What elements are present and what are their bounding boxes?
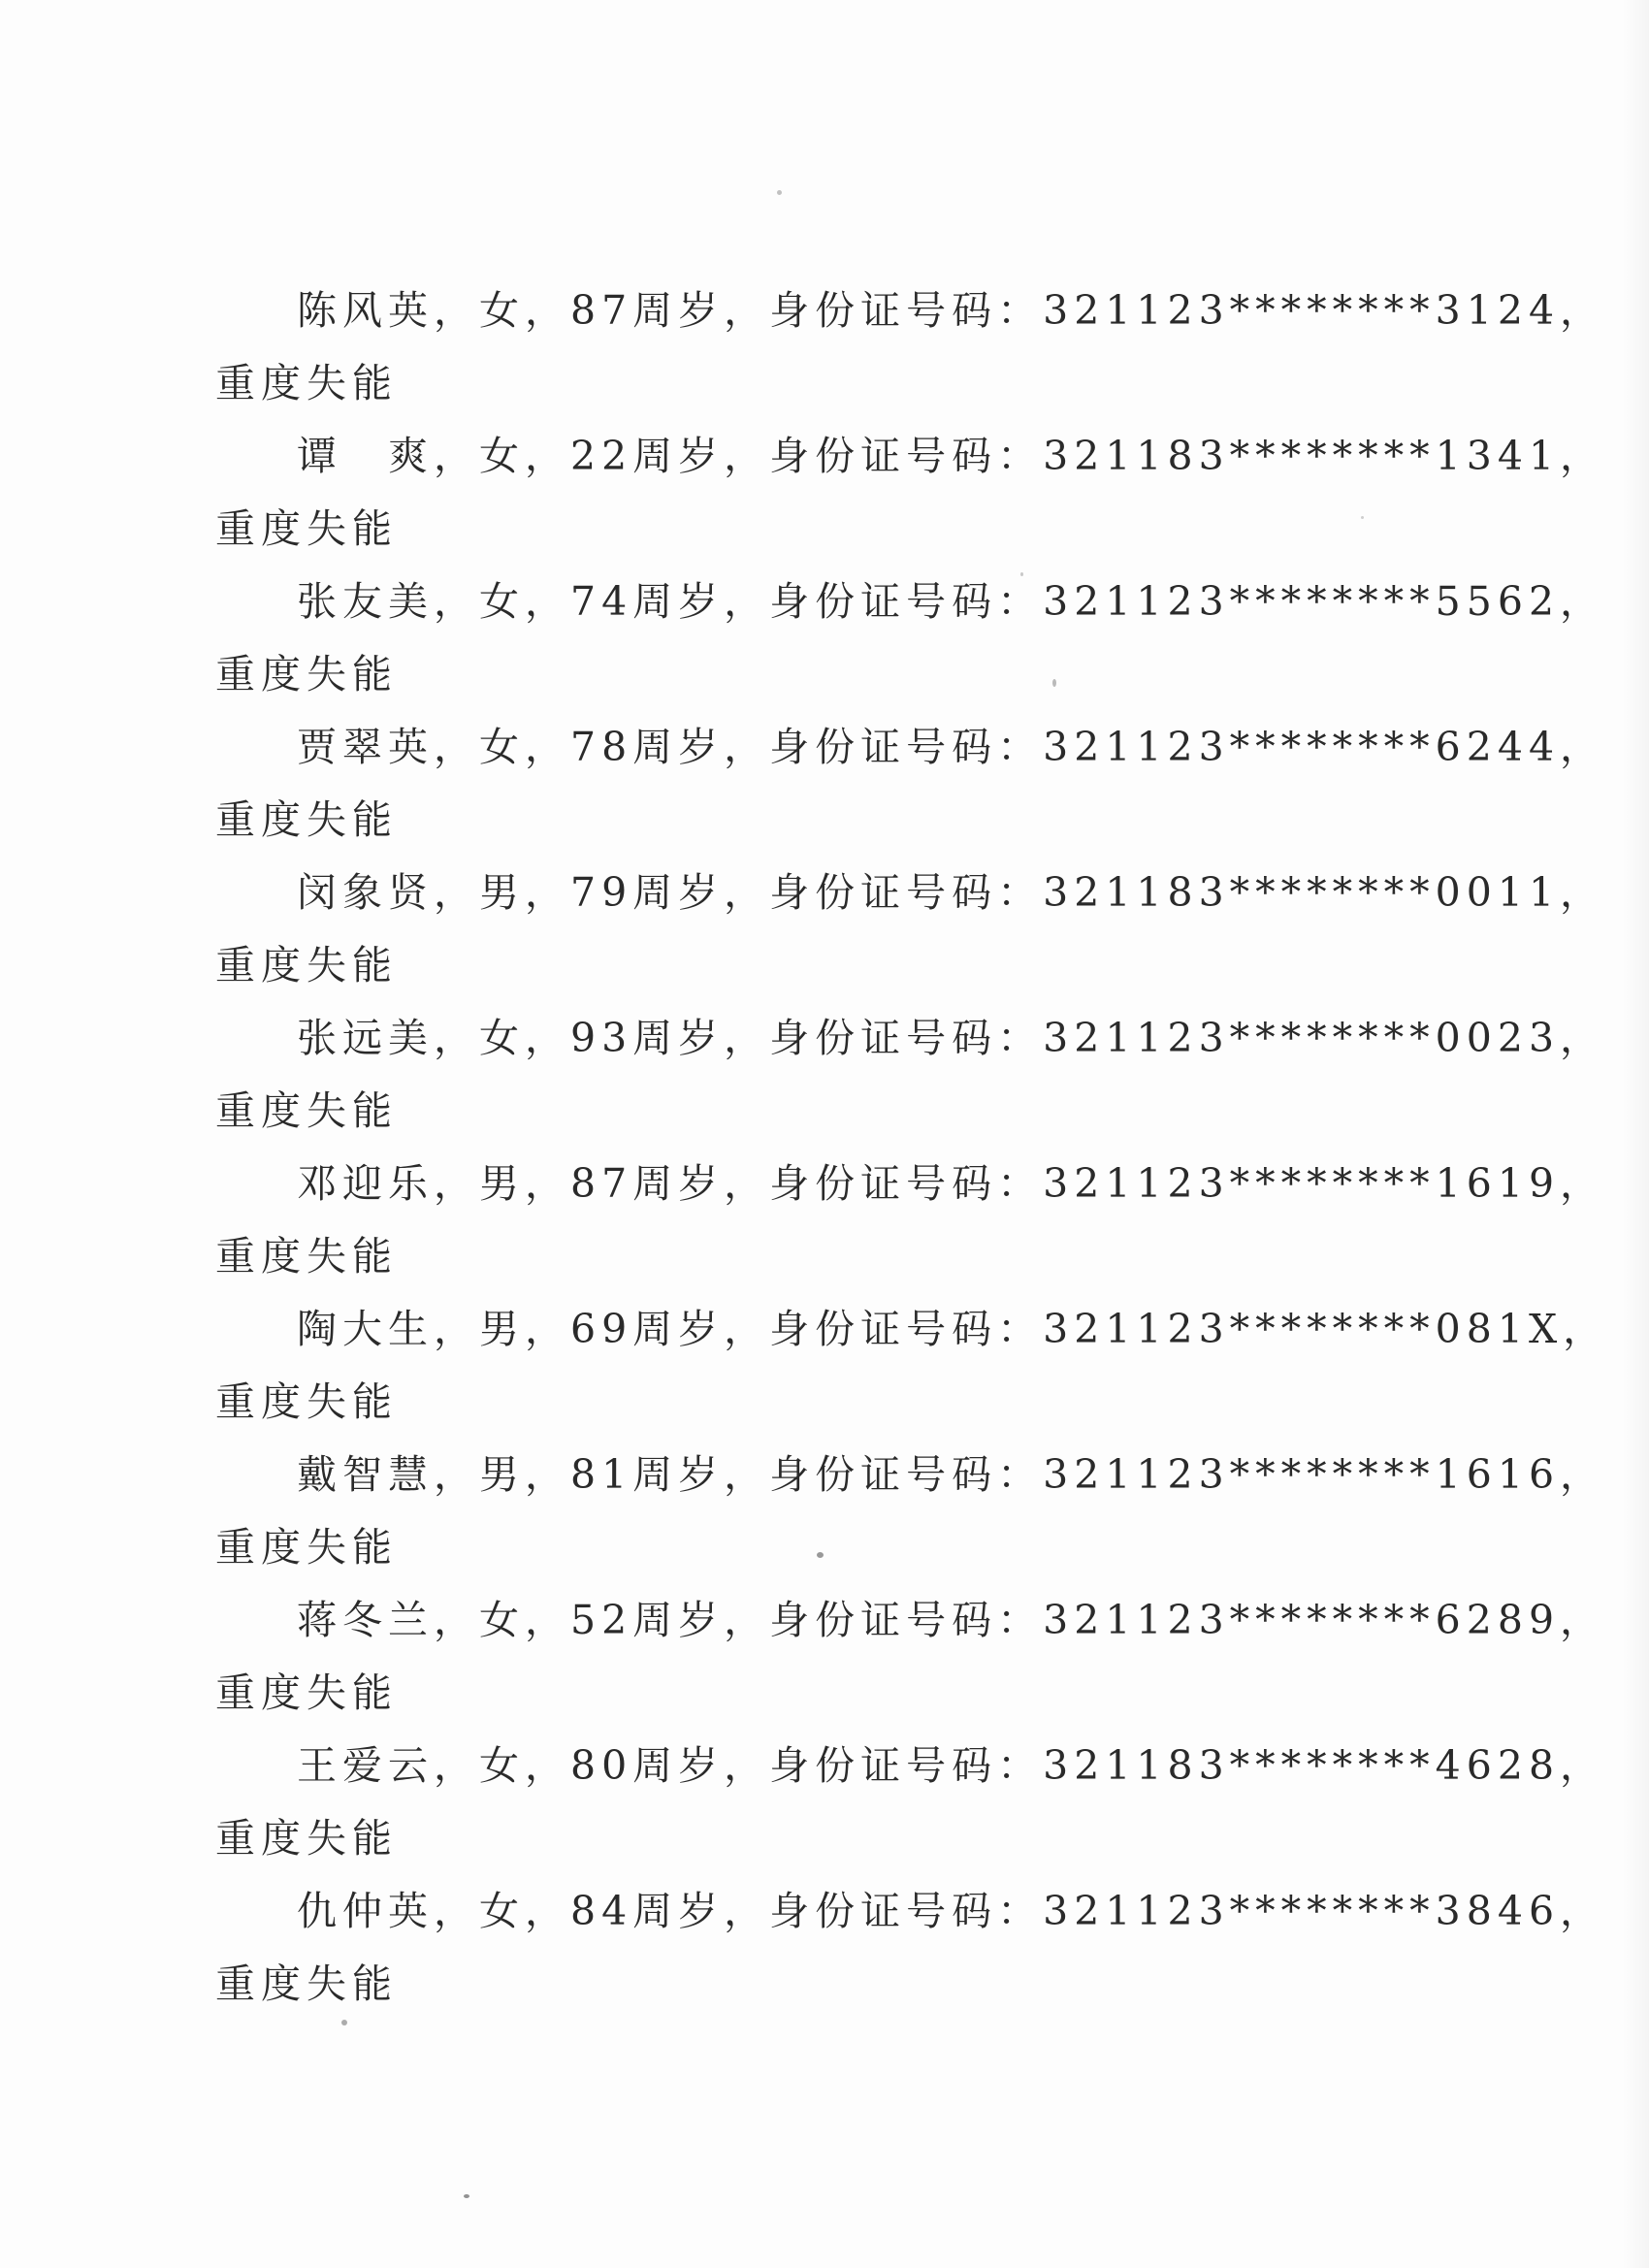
age: 84 (570, 1888, 633, 1934)
id-number: 321123********5562 (1043, 578, 1561, 625)
id-number: 321123********0023 (1043, 1015, 1561, 1061)
age: 52 (570, 1597, 633, 1643)
age-unit: 周岁 (632, 1742, 725, 1789)
age: 87 (570, 287, 633, 334)
id-label: 身份证号码： (769, 1306, 1044, 1352)
person-name: 张远美 (297, 1015, 434, 1061)
person-name: 邓迎乐 (297, 1160, 434, 1207)
age: 87 (570, 1160, 633, 1207)
id-label: 身份证号码： (769, 1597, 1044, 1643)
person-name: 闵象贤 (297, 869, 434, 916)
id-number: 321183********4628 (1043, 1742, 1561, 1789)
scan-speck (464, 2194, 469, 2198)
gender: 男 (479, 869, 525, 916)
record-line: 谭 爽，女，22周岁，身份证号码：321183********1341， (297, 433, 1606, 479)
id-label: 身份证号码： (769, 724, 1044, 770)
disability-status: 重度失能 (215, 651, 398, 697)
id-number: 321123********3124 (1043, 287, 1561, 334)
person-name: 张友美 (297, 578, 434, 625)
disability-status: 重度失能 (215, 942, 398, 988)
disability-status: 重度失能 (215, 505, 398, 552)
age: 74 (570, 578, 633, 625)
id-label: 身份证号码： (769, 1451, 1044, 1498)
disability-status: 重度失能 (215, 1669, 398, 1716)
age: 22 (570, 433, 633, 479)
person-name: 戴智慧 (297, 1451, 434, 1498)
age-unit: 周岁 (632, 1597, 725, 1643)
disability-status: 重度失能 (215, 1815, 398, 1862)
gender: 女 (479, 578, 525, 625)
record-line: 戴智慧，男，81周岁，身份证号码：321123********1616， (297, 1451, 1606, 1498)
id-label: 身份证号码： (769, 1160, 1044, 1207)
disability-status: 重度失能 (215, 1233, 398, 1280)
age-unit: 周岁 (632, 287, 725, 334)
disability-status: 重度失能 (215, 1524, 398, 1571)
age-unit: 周岁 (632, 869, 725, 916)
age-unit: 周岁 (632, 433, 725, 479)
record-line: 闵象贤，男，79周岁，身份证号码：321183********0011， (297, 869, 1606, 916)
person-name: 仇仲英 (297, 1888, 434, 1934)
id-label: 身份证号码： (769, 433, 1044, 479)
age-unit: 周岁 (632, 1306, 725, 1352)
age: 80 (570, 1742, 633, 1789)
scan-speck (817, 1552, 824, 1558)
record-line: 贾翠英，女，78周岁，身份证号码：321123********6244， (297, 724, 1606, 770)
id-number: 321123********1619 (1043, 1160, 1561, 1207)
id-label: 身份证号码： (769, 578, 1044, 625)
record-line: 陶大生，男，69周岁，身份证号码：321123********081X， (297, 1306, 1609, 1352)
gender: 女 (479, 1888, 525, 1934)
scan-speck (341, 2020, 347, 2025)
person-name: 贾翠英 (297, 724, 434, 770)
id-number: 321123********6244 (1043, 724, 1561, 770)
age: 69 (570, 1306, 633, 1352)
record-line: 蒋冬兰，女，52周岁，身份证号码：321123********6289， (297, 1597, 1606, 1643)
id-label: 身份证号码： (769, 287, 1044, 334)
disability-status: 重度失能 (215, 1960, 398, 2007)
age-unit: 周岁 (632, 1015, 725, 1061)
scan-speck (1052, 679, 1056, 687)
gender: 女 (479, 1597, 525, 1643)
gender: 女 (479, 1015, 525, 1061)
id-number: 321123********081X (1043, 1306, 1564, 1352)
id-number: 321183********0011 (1043, 869, 1561, 916)
id-number: 321183********1341 (1043, 433, 1561, 479)
id-number: 321123********3846 (1043, 1888, 1561, 1934)
id-label: 身份证号码： (769, 1015, 1044, 1061)
gender: 男 (479, 1451, 525, 1498)
age: 79 (570, 869, 633, 916)
disability-status: 重度失能 (215, 796, 398, 843)
age-unit: 周岁 (632, 724, 725, 770)
scan-speck (1361, 516, 1364, 519)
gender: 女 (479, 724, 525, 770)
scan-edge-shadow (1622, 0, 1649, 2268)
record-line: 陈风英，女，87周岁，身份证号码：321123********3124， (297, 287, 1606, 334)
disability-status: 重度失能 (215, 1378, 398, 1425)
id-label: 身份证号码： (769, 869, 1044, 916)
gender: 男 (479, 1306, 525, 1352)
record-line: 王爱云，女，80周岁，身份证号码：321183********4628， (297, 1742, 1606, 1789)
gender: 女 (479, 1742, 525, 1789)
age-unit: 周岁 (632, 1888, 725, 1934)
gender: 女 (479, 287, 525, 334)
record-line: 张友美，女，74周岁，身份证号码：321123********5562， (297, 578, 1606, 625)
disability-status: 重度失能 (215, 1087, 398, 1134)
person-name: 蒋冬兰 (297, 1597, 434, 1643)
person-name: 陈风英 (297, 287, 434, 334)
id-label: 身份证号码： (769, 1742, 1044, 1789)
record-line: 邓迎乐，男，87周岁，身份证号码：321123********1619， (297, 1160, 1606, 1207)
disability-status: 重度失能 (215, 360, 398, 406)
age: 93 (570, 1015, 633, 1061)
age: 81 (570, 1451, 633, 1498)
record-line: 张远美，女，93周岁，身份证号码：321123********0023， (297, 1015, 1606, 1061)
age-unit: 周岁 (632, 1451, 725, 1498)
id-label: 身份证号码： (769, 1888, 1044, 1934)
id-number: 321123********6289 (1043, 1597, 1561, 1643)
age-unit: 周岁 (632, 1160, 725, 1207)
age-unit: 周岁 (632, 578, 725, 625)
person-name: 陶大生 (297, 1306, 434, 1352)
age: 78 (570, 724, 633, 770)
id-number: 321123********1616 (1043, 1451, 1561, 1498)
person-name: 王爱云 (297, 1742, 434, 1789)
scan-speck (777, 190, 782, 195)
gender: 女 (479, 433, 525, 479)
gender: 男 (479, 1160, 525, 1207)
scan-speck (1020, 572, 1023, 576)
record-line: 仇仲英，女，84周岁，身份证号码：321123********3846， (297, 1888, 1606, 1934)
person-name: 谭 爽 (297, 433, 434, 479)
